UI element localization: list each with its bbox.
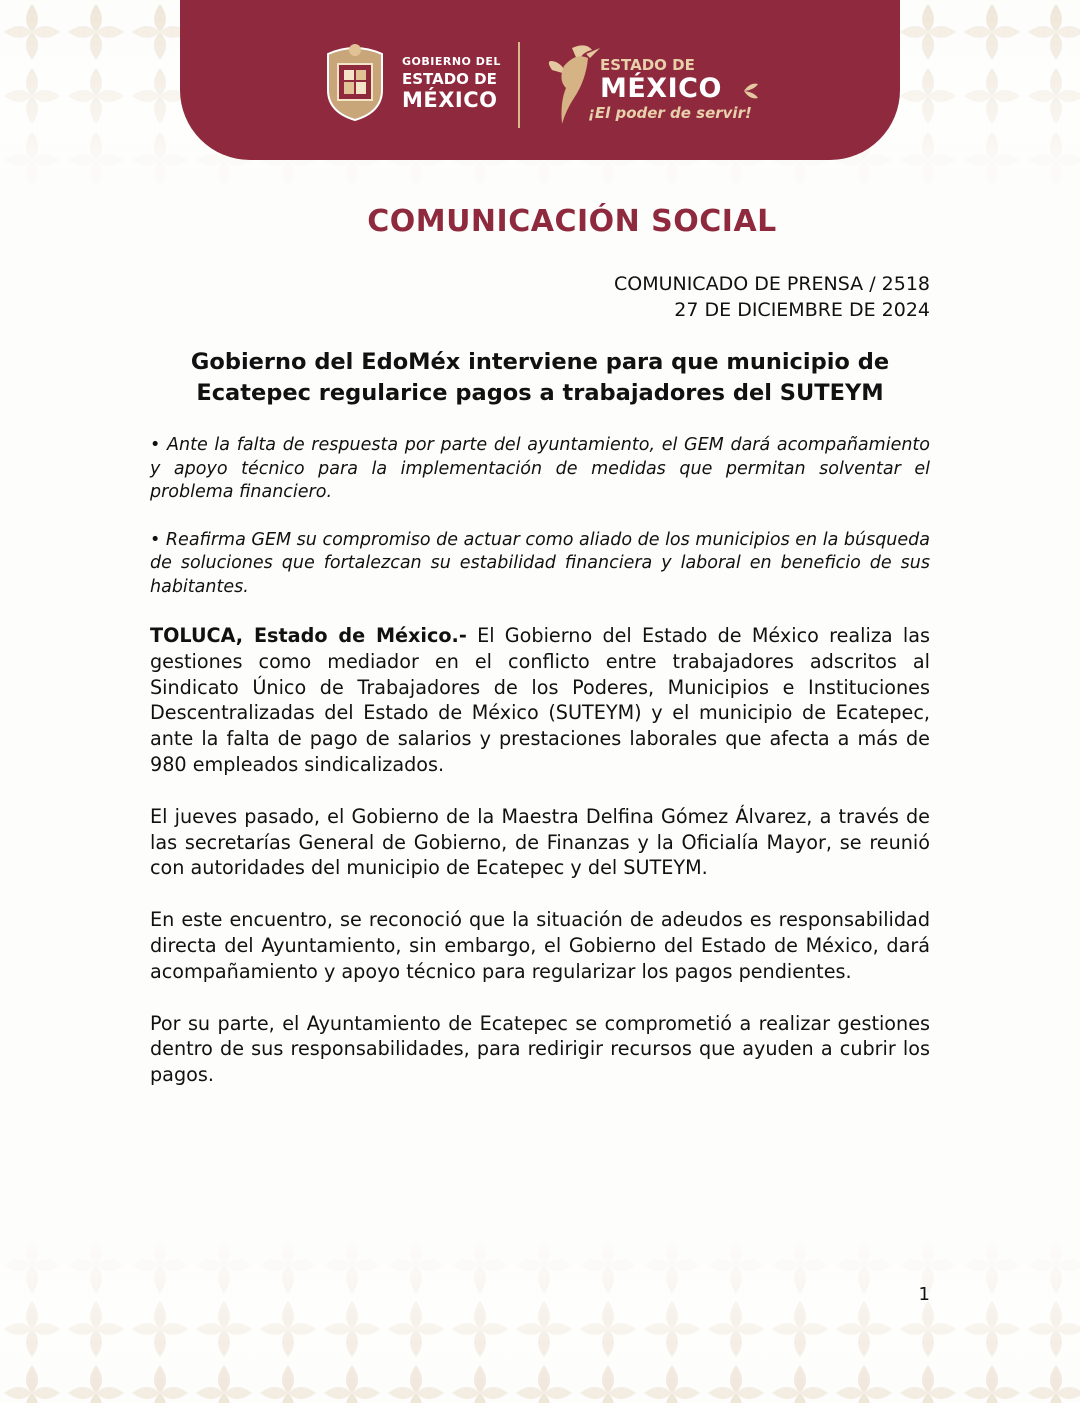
summary-bullets <box>150 434 930 623</box>
summary-bullet: • Ante la falta de respuesta por parte del ayuntamiento, el GEM dará acompañamiento y apoyo técnico para la implementación de medidas que permitan solventar el problema financiero. <box>150 435 930 502</box>
headline-line-1: Gobierno del EdoMéx interviene para que municipio de <box>190 349 890 375</box>
government-logo-text <box>402 55 501 112</box>
gov-line-3: MÉXICO <box>402 88 498 112</box>
leaf-ornament-icon <box>742 80 764 107</box>
bottom-pattern-decoration <box>0 1233 1080 1403</box>
dateline: TOLUCA, Estado de México.- <box>150 624 467 647</box>
headline-line-2: Ecatepec regularice pagos a trabajadores del SUTEYM <box>196 380 884 406</box>
slogan: ¡El poder de servir! <box>588 104 752 122</box>
brand-line-2: MÉXICO <box>600 73 722 104</box>
body-paragraph: En este encuentro, se reconoció que la situación de adeudos es responsabilidad directa del Ayuntamiento, sin embargo, el Gobierno del Estado de México, dará acompañamiento y apoyo técnico para regularizar los pagos pendientes. <box>150 908 930 983</box>
header-banner <box>180 0 900 160</box>
state-brand-text <box>588 56 752 122</box>
body-paragraph: El jueves pasado, el Gobierno de la Maestra Delfina Gómez Álvarez, a través de las secretarías General de Gobierno, de Finanzas y la Oficialía Mayor, se reunió con autoridades del municipio de Ecatepec y del SUTEYM. <box>150 804 930 880</box>
brand-line-1: ESTADO DE <box>600 56 695 74</box>
paragraph-text: El Gobierno del Estado de México realiza las gestiones como mediador en el conflicto entre trabajadores adscritos al Sindicato Único de Trabajadores de los Poderes, Municipios e Instituciones Descentralizadas del Estado de México (SUTEYM) y el municipio de Ecatepec, ante la falta de pago de salarios y prestaciones laborales que afecta a más de 980 empleados sindicalizados. <box>150 624 930 776</box>
department-title: COMUNICACIÓN SOCIAL <box>367 204 777 239</box>
body-paragraph: Por su parte, el Ayuntamiento de Ecatepec se comprometió a realizar gestiones dentro de sus responsabilidades, para redirigir recursos que ayuden a cubrir los pagos. <box>150 1011 930 1087</box>
body-paragraph <box>150 623 930 778</box>
summary-bullet: • Reafirma GEM su compromiso de actuar como aliado de los municipios en la búsqueda de soluciones que fortalezcan su estabilidad financiera y laboral en beneficio de sus habitantes. <box>150 529 930 597</box>
page-number: 1 <box>918 1284 930 1305</box>
release-date: 27 DE DICIEMBRE DE 2024 <box>674 299 930 321</box>
release-info <box>614 271 930 323</box>
gov-line-1: GOBIERNO DEL <box>402 55 501 68</box>
gov-line-2: ESTADO DE <box>402 70 497 88</box>
article-body <box>150 623 930 1114</box>
logo-divider <box>518 42 520 128</box>
release-number: COMUNICADO DE PRENSA / 2518 <box>613 273 930 295</box>
coat-of-arms-icon <box>320 40 390 127</box>
headline <box>150 347 930 409</box>
